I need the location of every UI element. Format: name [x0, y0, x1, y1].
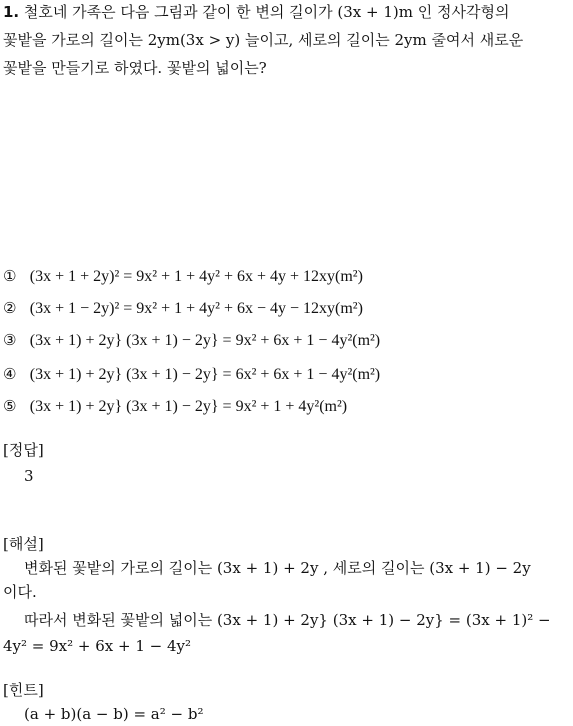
explanation-label: [해설]	[3, 535, 44, 553]
choice-2[interactable]	[3, 298, 363, 319]
explanation-line-1: 변화된 꽃밭의 가로의 길이는 (3x + 1) + 2y , 세로의 길이는 (3x + 1) − 2y	[24, 559, 531, 577]
hint-text: (a + b)(a − b) = a² − b²	[24, 705, 204, 723]
choice-4-text: (3x + 1) + 2y} (3x + 1) − 2y} = 6x² + 6x + 1 − 4y²(m²)	[29, 366, 381, 383]
choice-5-mark: ⑤	[3, 397, 17, 415]
question-text-2: 꽃밭을 가로의 길이는 2ym(3x > y) 늘이고, 세로의 길이는 2ym 줄여서 새로운	[3, 31, 524, 49]
explanation-line-3: 따라서 변화된 꽃밭의 넓이는 (3x + 1) + 2y} (3x + 1) − 2y} = (3x + 1)² −	[24, 611, 551, 629]
answer-value: 3	[24, 467, 34, 485]
choice-4[interactable]	[3, 364, 380, 385]
choice-2-text: (3x + 1 − 2y)² = 9x² + 1 + 4y² + 6x − 4y − 12xy(m²)	[29, 300, 363, 317]
question-number: 1.	[3, 3, 20, 21]
choice-5-text: (3x + 1) + 2y} (3x + 1) − 2y} = 9x² + 1 + 4y²(m²)	[29, 398, 348, 415]
explanation-line-2: 이다.	[3, 583, 37, 601]
choice-1[interactable]	[3, 266, 363, 287]
choice-3[interactable]	[3, 330, 380, 351]
question-line-1	[3, 2, 509, 22]
choice-5[interactable]	[3, 396, 347, 417]
choice-2-mark: ②	[3, 299, 17, 317]
choice-4-mark: ④	[3, 365, 17, 383]
choice-3-text: (3x + 1) + 2y} (3x + 1) − 2y} = 9x² + 6x + 1 − 4y²(m²)	[29, 332, 381, 349]
answer-label: [정답]	[3, 441, 44, 459]
question-text-3: 꽃밭을 만들기로 하였다. 꽃밭의 넓이는?	[3, 59, 267, 77]
choice-1-mark: ①	[3, 267, 17, 285]
choice-1-text: (3x + 1 + 2y)² = 9x² + 1 + 4y² + 6x + 4y + 12xy(m²)	[29, 268, 363, 285]
hint-label: [힌트]	[3, 681, 44, 699]
explanation-line-4: 4y² = 9x² + 6x + 1 − 4y²	[3, 637, 192, 655]
choice-3-mark: ③	[3, 331, 17, 349]
question-text-1: 철호네 가족은 다음 그림과 같이 한 변의 길이가 (3x + 1)m 인 정사각형의	[23, 3, 510, 21]
